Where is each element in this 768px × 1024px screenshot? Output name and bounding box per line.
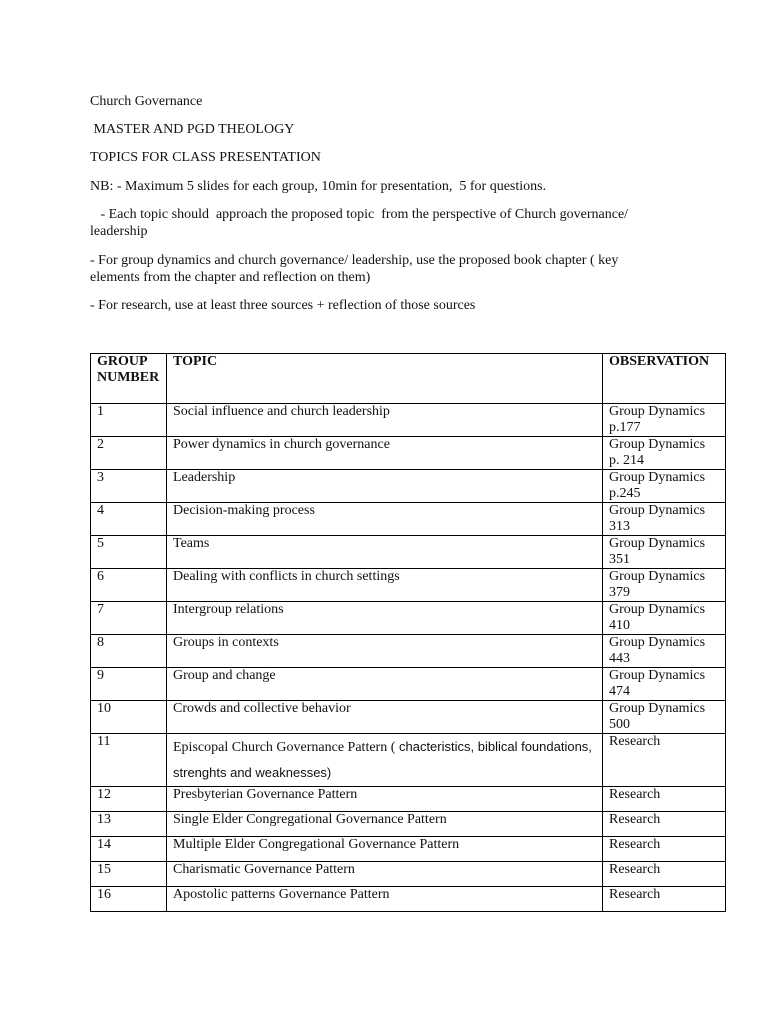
cell-observation: Group Dynamics 410 xyxy=(603,602,726,635)
cell-group-number: 3 xyxy=(91,470,167,503)
table-row xyxy=(91,812,726,837)
cell-observation: Research xyxy=(603,887,726,912)
cell-group-number: 14 xyxy=(91,837,167,862)
cell-topic-extra: chacteristics, biblical foundations, strenghts and weaknesses) xyxy=(173,739,592,780)
cell-observation: Group Dynamics 500 xyxy=(603,701,726,734)
cell-observation: Group Dynamics 443 xyxy=(603,635,726,668)
cell-topic: Groups in contexts xyxy=(167,635,603,668)
cell-topic: Charismatic Governance Pattern xyxy=(167,862,603,887)
header-topic: TOPIC xyxy=(167,354,603,404)
cell-topic: Dealing with conflicts in church settings xyxy=(167,569,603,602)
cell-topic: Crowds and collective behavior xyxy=(167,701,603,734)
cell-topic: Social influence and church leadership xyxy=(167,404,603,437)
cell-topic: Intergroup relations xyxy=(167,602,603,635)
cell-group-number: 7 xyxy=(91,602,167,635)
cell-group-number: 10 xyxy=(91,701,167,734)
cell-group-number: 15 xyxy=(91,862,167,887)
cell-observation: Group Dynamics p.245 xyxy=(603,470,726,503)
cell-topic: Multiple Elder Congregational Governance Pattern xyxy=(167,837,603,862)
cell-topic: Decision-making process xyxy=(167,503,603,536)
cell-topic-main: Episcopal Church Governance Pattern ( xyxy=(173,740,396,755)
table-row xyxy=(91,635,726,668)
table-row xyxy=(91,536,726,569)
note-limits: NB: - Maximum 5 slides for each group, 10min for presentation, 5 for questions. xyxy=(90,179,547,194)
table-row xyxy=(91,470,726,503)
cell-observation: Research xyxy=(603,787,726,812)
note-research: - For research, use at least three sources + reflection of those sources xyxy=(90,298,476,313)
cell-group-number: 13 xyxy=(91,812,167,837)
table-row xyxy=(91,734,726,787)
table-row xyxy=(91,887,726,912)
cell-observation: Research xyxy=(603,837,726,862)
topics-table xyxy=(90,353,726,912)
cell-topic: Presbyterian Governance Pattern xyxy=(167,787,603,812)
table-row xyxy=(91,668,726,701)
cell-group-number: 8 xyxy=(91,635,167,668)
cell-observation: Group Dynamics p. 214 xyxy=(603,437,726,470)
table-row xyxy=(91,837,726,862)
table-row xyxy=(91,862,726,887)
cell-observation: Group Dynamics 474 xyxy=(603,668,726,701)
cell-group-number: 1 xyxy=(91,404,167,437)
cell-group-number: 5 xyxy=(91,536,167,569)
table-row xyxy=(91,404,726,437)
cell-topic: Leadership xyxy=(167,470,603,503)
document-subtitle: MASTER AND PGD THEOLOGY xyxy=(90,122,295,137)
cell-observation: Research xyxy=(603,812,726,837)
cell-group-number: 11 xyxy=(91,734,167,787)
table-row xyxy=(91,701,726,734)
cell-topic: Power dynamics in church governance xyxy=(167,437,603,470)
cell-observation: Group Dynamics 379 xyxy=(603,569,726,602)
note-group-dynamics: - For group dynamics and church governance/ leadership, use the proposed book chapter ( key elements from the chapter and reflection on them) xyxy=(90,253,619,285)
cell-observation: Research xyxy=(603,862,726,887)
cell-topic: Group and change xyxy=(167,668,603,701)
document-title: Church Governance xyxy=(90,94,203,109)
cell-topic: Teams xyxy=(167,536,603,569)
cell-group-number: 16 xyxy=(91,887,167,912)
table-row xyxy=(91,503,726,536)
note-perspective: - Each topic should approach the proposed topic from the perspective of Church governance/ leadership xyxy=(90,207,632,239)
cell-topic: Apostolic patterns Governance Pattern xyxy=(167,887,603,912)
cell-observation: Group Dynamics 351 xyxy=(603,536,726,569)
cell-observation: Group Dynamics 313 xyxy=(603,503,726,536)
table-row xyxy=(91,602,726,635)
cell-observation: Research xyxy=(603,734,726,787)
section-heading: TOPICS FOR CLASS PRESENTATION xyxy=(90,150,321,165)
table-row xyxy=(91,437,726,470)
cell-topic: Single Elder Congregational Governance Pattern xyxy=(167,812,603,837)
table-header-row xyxy=(91,354,726,404)
cell-group-number: 12 xyxy=(91,787,167,812)
header-observation: OBSERVATION xyxy=(603,354,726,404)
table-row xyxy=(91,787,726,812)
cell-observation: Group Dynamics p.177 xyxy=(603,404,726,437)
cell-group-number: 2 xyxy=(91,437,167,470)
cell-group-number: 9 xyxy=(91,668,167,701)
table-row xyxy=(91,569,726,602)
cell-group-number: 6 xyxy=(91,569,167,602)
header-group-number: GROUP NUMBER xyxy=(91,354,167,404)
cell-group-number: 4 xyxy=(91,503,167,536)
cell-topic xyxy=(167,734,603,787)
